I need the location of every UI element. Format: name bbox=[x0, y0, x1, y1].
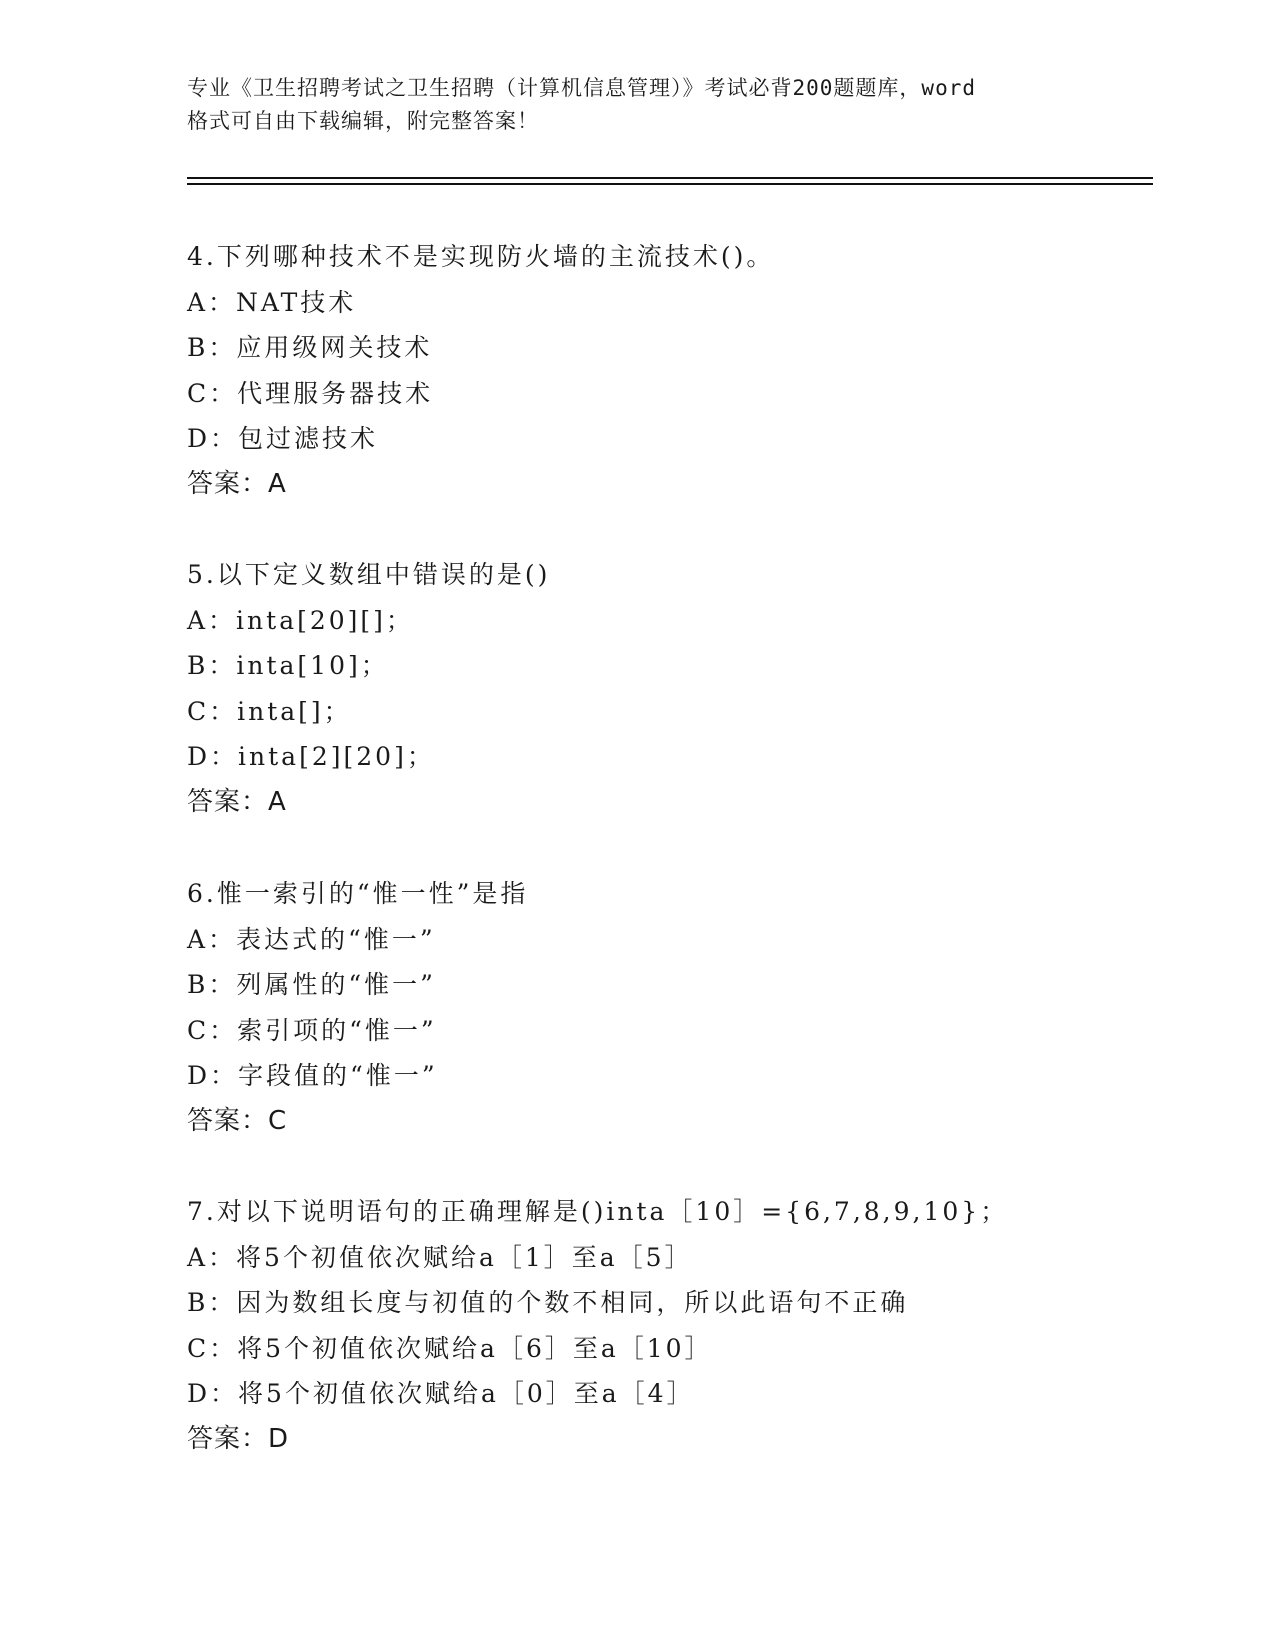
header-line-1: 专业《卫生招聘考试之卫生招聘（计算机信息管理）》考试必背200题题库，word bbox=[187, 76, 976, 100]
option-c: C：索引项的“惟一” bbox=[187, 1015, 437, 1045]
option-b: B：应用级网关技术 bbox=[187, 333, 433, 362]
option-c: C：将5个初值依次赋给a［6］至a［10］ bbox=[187, 1333, 713, 1363]
option-a: A：将5个初值依次赋给a［1］至a［5］ bbox=[187, 1242, 693, 1272]
header-divider-bottom bbox=[187, 183, 1153, 185]
document-header bbox=[187, 72, 1087, 138]
option-d: D：inta[2][20]； bbox=[187, 742, 435, 771]
question-stem: 7.对以下说明语句的正确理解是()inta［10］={6,7,8,9,10}； bbox=[187, 1197, 1009, 1226]
option-b: B：列属性的“惟一” bbox=[187, 970, 436, 999]
option-a: A：inta[20][]； bbox=[187, 605, 414, 635]
option-d: D：字段值的“惟一” bbox=[187, 1061, 438, 1090]
option-d: D：包过滤技术 bbox=[187, 424, 379, 453]
question-5 bbox=[187, 552, 1187, 825]
answer-line: 答案：C bbox=[187, 1105, 288, 1136]
header-divider-top bbox=[187, 177, 1153, 179]
option-a: A：NAT技术 bbox=[187, 287, 357, 317]
question-4 bbox=[187, 234, 1187, 507]
option-b: B：因为数组长度与初值的个数不相同，所以此语句不正确 bbox=[187, 1288, 909, 1317]
answer-line: 答案：D bbox=[187, 1423, 290, 1454]
question-6 bbox=[187, 871, 1187, 1144]
header-line-2: 格式可自由下载编辑，附完整答案！ bbox=[187, 109, 539, 133]
question-7 bbox=[187, 1189, 1187, 1462]
option-d: D：将5个初值依次赋给a［0］至a［4］ bbox=[187, 1379, 695, 1408]
question-stem: 5.以下定义数组中错误的是() bbox=[187, 560, 551, 589]
option-a: A：表达式的“惟一” bbox=[187, 924, 436, 954]
option-b: B：inta[10]； bbox=[187, 651, 389, 680]
question-stem: 6.惟一索引的“惟一性”是指 bbox=[187, 879, 529, 908]
question-stem: 4.下列哪种技术不是实现防火墙的主流技术()。 bbox=[187, 242, 775, 271]
option-c: C：代理服务器技术 bbox=[187, 378, 434, 408]
answer-line: 答案：A bbox=[187, 468, 287, 499]
option-c: C：inta[]； bbox=[187, 696, 352, 726]
answer-line: 答案：A bbox=[187, 786, 287, 817]
